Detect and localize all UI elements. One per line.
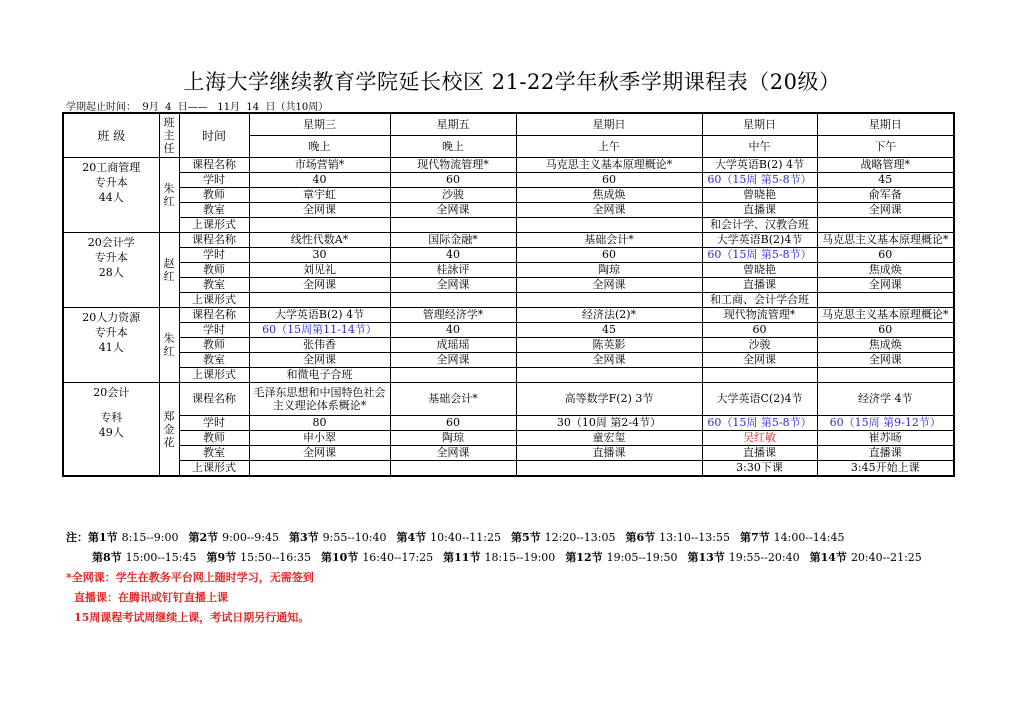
schedule-cell: 全网课	[702, 353, 817, 368]
time-of-day: 中午	[702, 136, 817, 158]
row-label: 学时	[179, 173, 249, 188]
schedule-cell: 全网课	[390, 446, 516, 461]
class-name-cell: 20工商管理 专升本 44人	[63, 158, 159, 233]
table-row	[63, 416, 954, 431]
schedule-cell	[390, 461, 516, 477]
schedule-cell: 3:30下课	[702, 461, 817, 477]
schedule-cell: 全网课	[249, 203, 390, 218]
remark-live: 直播课：在腾讯或钉钉直播上课	[74, 591, 228, 604]
session-time: 9:00--9:45	[222, 531, 279, 544]
schedule-cell: 市场营销*	[249, 158, 390, 173]
schedule-cell: 60（15周 第9-12节）	[817, 416, 954, 431]
schedule-cell: 沙骏	[702, 338, 817, 353]
schedule-cell: 高等数学F(2) 3节	[516, 383, 702, 416]
table-row	[63, 158, 954, 173]
session-label: 第6节	[625, 531, 656, 544]
table-row	[63, 248, 954, 263]
schedule-cell	[702, 368, 817, 383]
session-label: 第2节	[188, 531, 219, 544]
schedule-cell: 成瑶瑶	[390, 338, 516, 353]
schedule-cell	[249, 461, 390, 477]
schedule-cell: 战略管理*	[817, 158, 954, 173]
session-time: 10:40--11:25	[430, 531, 501, 544]
schedule-cell: 经济法(2)*	[516, 308, 702, 323]
schedule-cell: 桂詠评	[390, 263, 516, 278]
schedule-cell: 张伟香	[249, 338, 390, 353]
term-period: 学期起止时间： 9月 4 日—— 11月 14 日（共10周）	[66, 102, 329, 113]
schedule-cell: 和工商、会计学合班	[702, 293, 817, 308]
schedule-cell: 章宇虹	[249, 188, 390, 203]
schedule-cell: 陈英影	[516, 338, 702, 353]
schedule-cell: 大学英语B(2) 4节	[249, 308, 390, 323]
schedule-cell	[817, 218, 954, 233]
schedule-cell	[516, 293, 702, 308]
schedule-cell	[249, 293, 390, 308]
day-header: 星期五	[390, 113, 516, 136]
table-row	[63, 263, 954, 278]
schedule-cell: 刘见礼	[249, 263, 390, 278]
schedule-cell: 3:45开始上课	[817, 461, 954, 477]
schedule-cell: 60（15周 第5-8节）	[702, 248, 817, 263]
table-row	[63, 293, 954, 308]
schedule-cell: 全网课	[516, 203, 702, 218]
session-times-line-1	[66, 528, 932, 548]
session-label: 第1节	[88, 531, 118, 544]
table-row	[63, 173, 954, 188]
row-label: 教室	[179, 353, 249, 368]
schedule-cell: 沙骏	[390, 188, 516, 203]
schedule-cell: 60	[702, 323, 817, 338]
schedule-cell: 马克思主义基本原理概论*	[516, 158, 702, 173]
schedule-cell: 60（15周 第5-8节）	[702, 173, 817, 188]
table-row	[63, 188, 954, 203]
head-teacher-header: 班 主 任	[159, 113, 179, 158]
session-time: 16:40--17:25	[362, 551, 434, 564]
session-label: 第10节	[321, 551, 359, 564]
schedule-cell: 30（10周 第2-4节）	[516, 416, 702, 431]
schedule-cell: 焦成焕	[516, 188, 702, 203]
schedule-table	[62, 112, 955, 477]
row-label: 课程名称	[179, 308, 249, 323]
row-label: 教师	[179, 263, 249, 278]
class-name-cell: 20会计学 专升本 28人	[63, 233, 159, 308]
session-time: 18:15--19:00	[484, 551, 556, 564]
day-header: 星期日	[817, 113, 954, 136]
session-label: 第12节	[565, 551, 603, 564]
row-label: 教室	[179, 203, 249, 218]
schedule-cell: 童宏玺	[516, 431, 702, 446]
schedule-cell: 和微电子合班	[249, 368, 390, 383]
schedule-cell: 管理经济学*	[390, 308, 516, 323]
schedule-cell	[390, 293, 516, 308]
session-label: 第11节	[443, 551, 481, 564]
row-label: 上课形式	[179, 218, 249, 233]
schedule-cell: 毛泽东思想和中国特色社会主义理论体系概论*	[249, 383, 390, 416]
schedule-cell: 曾晓艳	[702, 188, 817, 203]
row-label: 课程名称	[179, 383, 249, 416]
schedule-cell: 全网课	[390, 278, 516, 293]
schedule-cell: 45	[817, 173, 954, 188]
session-time: 19:05--19:50	[606, 551, 678, 564]
schedule-cell: 60（15周第11-14节）	[249, 323, 390, 338]
schedule-cell: 马克思主义基本原理概论*	[817, 308, 954, 323]
row-label: 上课形式	[179, 293, 249, 308]
row-label: 教室	[179, 278, 249, 293]
row-label: 教师	[179, 338, 249, 353]
schedule-cell: 全网课	[249, 353, 390, 368]
schedule-cell: 60	[390, 173, 516, 188]
head-teacher-cell: 朱 红	[159, 308, 179, 383]
time-header: 时间	[179, 113, 249, 158]
schedule-cell: 马克思主义基本原理概论*	[817, 233, 954, 248]
schedule-cell: 直播课	[516, 446, 702, 461]
schedule-cell: 60	[516, 173, 702, 188]
schedule-cell: 现代物流管理*	[702, 308, 817, 323]
schedule-cell: 全网课	[516, 278, 702, 293]
schedule-cell: 线性代数A*	[249, 233, 390, 248]
schedule-cell	[390, 218, 516, 233]
schedule-cell: 全网课	[817, 203, 954, 218]
session-time: 15:00--15:45	[125, 551, 197, 564]
time-of-day: 下午	[817, 136, 954, 158]
schedule-cell: 全网课	[249, 446, 390, 461]
schedule-cell	[249, 218, 390, 233]
session-label: 第5节	[511, 531, 541, 544]
schedule-cell: 全网课	[817, 353, 954, 368]
schedule-cell: 直播课	[702, 446, 817, 461]
schedule-cell: 45	[516, 323, 702, 338]
row-label: 学时	[179, 248, 249, 263]
schedule-cell: 60	[390, 416, 516, 431]
row-label: 教师	[179, 431, 249, 446]
table-row	[63, 368, 954, 383]
table-row	[63, 353, 954, 368]
schedule-cell: 直播课	[817, 446, 954, 461]
schedule-cell: 30	[249, 248, 390, 263]
table-row	[63, 218, 954, 233]
schedule-cell: 崔苏旸	[817, 431, 954, 446]
table-row	[63, 431, 954, 446]
schedule-cell	[817, 368, 954, 383]
class-name-cell: 20人力资源 专升本 41人	[63, 308, 159, 383]
schedule-cell: 曾晓艳	[702, 263, 817, 278]
class-header: 班 级	[63, 113, 159, 158]
table-row	[63, 323, 954, 338]
row-label: 上课形式	[179, 461, 249, 477]
schedule-cell: 陶琼	[390, 431, 516, 446]
row-label: 学时	[179, 323, 249, 338]
schedule-cell: 60	[516, 248, 702, 263]
schedule-cell: 基础会计*	[516, 233, 702, 248]
table-row	[63, 308, 954, 323]
schedule-cell: 40	[390, 248, 516, 263]
table-row	[63, 338, 954, 353]
row-label: 课程名称	[179, 233, 249, 248]
session-time: 15:50--16:35	[240, 551, 311, 564]
day-header: 星期三	[249, 113, 390, 136]
schedule-cell	[516, 368, 702, 383]
page-title: 上海大学继续教育学院延长校区 21-22学年秋季学期课程表（20级）	[183, 70, 841, 94]
row-label: 课程名称	[179, 158, 249, 173]
session-time: 9:55--10:40	[322, 531, 387, 544]
schedule-cell: 直播课	[702, 203, 817, 218]
session-label: 第3节	[289, 531, 319, 544]
schedule-cell	[817, 293, 954, 308]
head-teacher-cell: 郑 金 花	[159, 383, 179, 477]
schedule-cell: 全网课	[390, 353, 516, 368]
schedule-cell	[516, 218, 702, 233]
schedule-cell	[390, 368, 516, 383]
head-teacher-cell: 赵 红	[159, 233, 179, 308]
session-times-line-2	[66, 548, 932, 568]
row-label: 学时	[179, 416, 249, 431]
table-row	[63, 233, 954, 248]
schedule-cell: 全网课	[390, 203, 516, 218]
time-of-day: 晚上	[390, 136, 516, 158]
schedule-cell	[516, 461, 702, 477]
schedule-cell: 申小翠	[249, 431, 390, 446]
schedule-cell: 全网课	[817, 278, 954, 293]
schedule-cell: 60	[817, 248, 954, 263]
table-row	[63, 446, 954, 461]
remark-exam: 15周课程考试周继续上课，考试日期另行通知。	[74, 611, 310, 624]
schedule-cell: 60（15周 第5-8节）	[702, 416, 817, 431]
schedule-cell: 焦成焕	[817, 338, 954, 353]
session-time: 12:20--13:05	[544, 531, 616, 544]
table-row	[63, 278, 954, 293]
session-label: 第14节	[809, 551, 847, 564]
schedule-cell: 大学英语B(2) 4节	[702, 158, 817, 173]
session-label: 第7节	[740, 531, 770, 544]
schedule-cell: 经济学 4节	[817, 383, 954, 416]
schedule-cell: 80	[249, 416, 390, 431]
schedule-cell: 40	[390, 323, 516, 338]
session-label: 第13节	[687, 551, 725, 564]
row-label: 教室	[179, 446, 249, 461]
session-label: 第9节	[206, 551, 237, 564]
time-of-day: 上午	[516, 136, 702, 158]
day-header: 星期日	[516, 113, 702, 136]
session-label: 第4节	[396, 531, 427, 544]
schedule-cell: 国际金融*	[390, 233, 516, 248]
schedule-cell: 60	[817, 323, 954, 338]
schedule-cell: 俞军备	[817, 188, 954, 203]
table-row	[63, 383, 954, 416]
session-time: 20:40--21:25	[850, 551, 922, 564]
schedule-cell: 基础会计*	[390, 383, 516, 416]
notes-prefix: 注：	[66, 531, 88, 544]
schedule-cell: 焦成焕	[817, 263, 954, 278]
schedule-cell: 大学英语C(2)4节	[702, 383, 817, 416]
schedule-cell: 全网课	[249, 278, 390, 293]
schedule-cell: 陶琼	[516, 263, 702, 278]
schedule-cell: 和会计学、汉教合班	[702, 218, 817, 233]
notes	[66, 528, 932, 628]
time-of-day: 晚上	[249, 136, 390, 158]
schedule-cell: 全网课	[516, 353, 702, 368]
session-time: 13:10--13:55	[659, 531, 730, 544]
schedule-cell: 现代物流管理*	[390, 158, 516, 173]
day-header: 星期日	[702, 113, 817, 136]
session-time: 8:15--9:00	[121, 531, 179, 544]
schedule-cell: 直播课	[702, 278, 817, 293]
row-label: 上课形式	[179, 368, 249, 383]
schedule-cell: 大学英语B(2)4节	[702, 233, 817, 248]
session-time: 14:00--14:45	[773, 531, 845, 544]
table-row	[63, 461, 954, 477]
schedule-cell: 40	[249, 173, 390, 188]
remark-online: *全网课：学生在教务平台网上随时学习，无需签到	[66, 571, 314, 584]
class-name-cell: 20会计 专科 49人	[63, 383, 159, 477]
head-teacher-cell: 朱 红	[159, 158, 179, 233]
table-row	[63, 203, 954, 218]
session-label: 第8节	[92, 551, 122, 564]
session-time: 19:55--20:40	[728, 551, 800, 564]
schedule-cell: 吴红敏	[702, 431, 817, 446]
row-label: 教师	[179, 188, 249, 203]
